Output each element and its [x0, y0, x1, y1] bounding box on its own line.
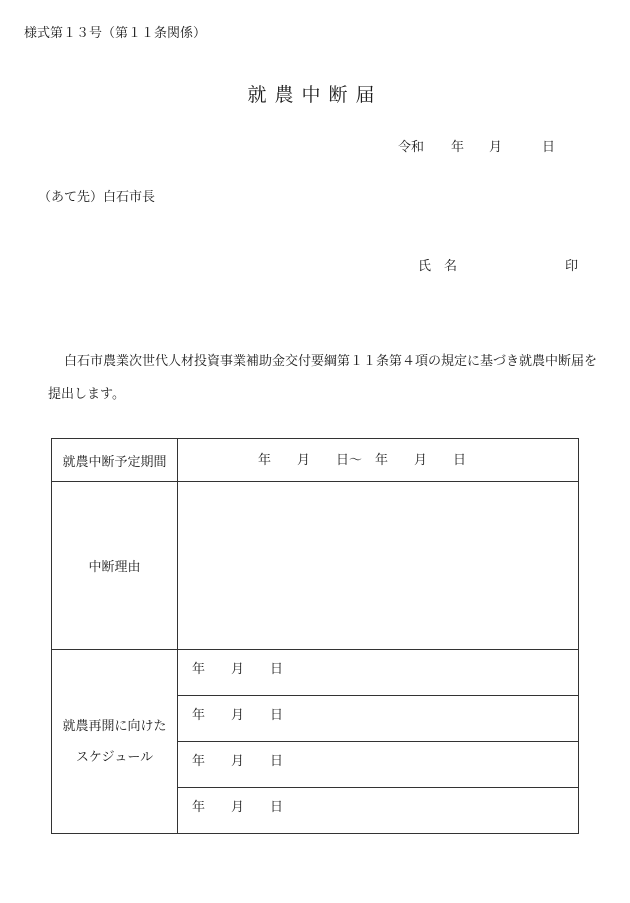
- body-text-line-1: 白石市農業次世代人材投資事業補助金交付要綱第１１条第４項の規定に基づき就農中断届を: [64, 354, 598, 369]
- seal-label: 印: [565, 259, 579, 274]
- schedule-label: [52, 650, 178, 834]
- period-row: [52, 439, 579, 482]
- date-era: 令和: [398, 140, 425, 155]
- reason-label: 中断理由: [52, 482, 178, 650]
- form-table: [51, 438, 579, 834]
- form-number: 様式第１３号（第１１条関係）: [24, 26, 207, 41]
- reason-value-cell[interactable]: [178, 482, 579, 650]
- schedule-label-line-2: スケジュール: [75, 749, 154, 765]
- date-month: 月: [489, 140, 503, 155]
- date-day: 日: [542, 140, 556, 155]
- schedule-date-4: 年 月 日: [192, 800, 284, 815]
- period-label: 就農中断予定期間: [52, 439, 178, 482]
- schedule-row: [52, 650, 579, 696]
- schedule-date-2: 年 月 日: [192, 708, 284, 723]
- schedule-label-line-1: 就農再開に向けた: [62, 718, 167, 734]
- body-text-line-2: 提出します。: [48, 387, 125, 402]
- name-label: 氏 名: [418, 259, 458, 274]
- page-title: 就農中断届: [247, 84, 383, 106]
- schedule-entry-1[interactable]: [178, 650, 579, 696]
- schedule-date-3: 年 月 日: [192, 754, 284, 769]
- period-value-cell[interactable]: [178, 439, 579, 482]
- addressee: （あて先）白石市長: [38, 190, 156, 205]
- reason-row: [52, 482, 579, 650]
- schedule-entry-4[interactable]: [178, 788, 579, 834]
- schedule-entry-2[interactable]: [178, 696, 579, 742]
- date-year: 年: [451, 140, 465, 155]
- schedule-date-1: 年 月 日: [192, 662, 284, 677]
- period-value: 年 月 日～ 年 月 日: [258, 452, 467, 468]
- schedule-entry-3[interactable]: [178, 742, 579, 788]
